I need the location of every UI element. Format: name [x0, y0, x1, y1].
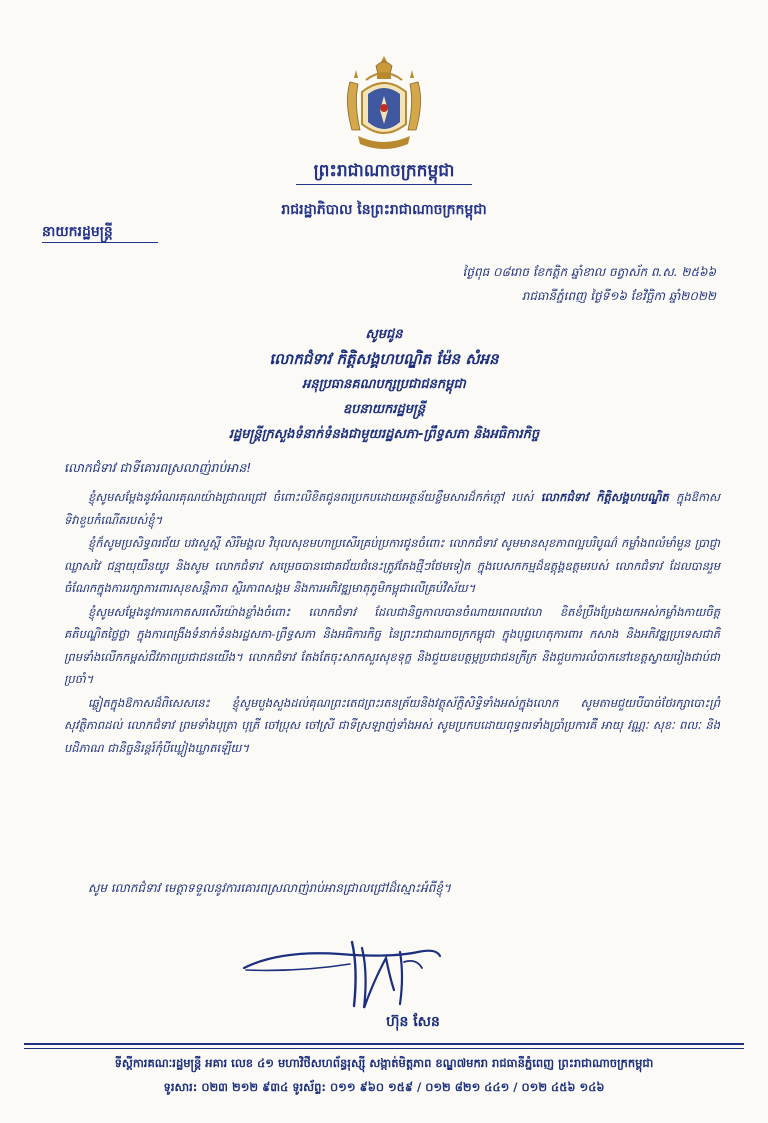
paragraph-2: ខ្ញុំក៏សូមប្រសិទ្ធពរជ័យ បវរសួស្តី សិរីមង្គល វិបុលសុខមហាប្រសើរគ្រប់ប្រការជូនចំពោះ លោកជំទាវ សូមមានសុខភាពល្អបរិបូណ៌ កម្លាំងពលំមាំមួន ប្រាជ្ញាឈ្លាសវៃ ជន្មាយុយឺនយូរ និងសូម លោកជំទាវ សម្រេចបានជោគជ័យជំនេះត្រូវតែងថ្មីៗថែមទៀត ក្នុងបេសកកម្មដ៏ឧត្តុង្គឧត្តមរបស់ លោកជំទាវ ដែលបានរួមចំណែកក្នុងការរក្សាការពារសុខសន្តិភាព ស្ថិរភាពសង្គម និងការអភិវឌ្ឍមាតុភូមិកម្ពុជាលើគ្រប់វិស័យ។	[64, 536, 720, 595]
footer-contacts: ទូរសារ: ០២៣ ២១២ ៩៣៤ ទូរស័ព្ទ: ០១១ ៩៦០ ១៥៩ / ០១២ ៨២១ ៤៤១ / ០១២ ៤៥៦ ១៤៦	[163, 1080, 605, 1094]
paragraph-1-text: ខ្ញុំសូមសម្ដែងនូវអំណរគុណយ៉ាងជ្រាលជ្រៅ ចំពោះលិខិតជូនពរប្រកបដោយអត្ថន័យខ្លឹមសារដ៏កក់ក្ដៅ របស់	[88, 490, 541, 504]
footer-divider	[24, 1043, 744, 1049]
paragraph-1-text-end: ក្នុងឱកាសទិវាខួបកំណើតរបស់ខ្ញុំ។	[64, 490, 720, 527]
lunar-date: ថ្ងៃពុធ ០៨រោច ខែកត្តិក ឆ្នាំខាល ចត្វាស័ក ព.ស. ២៥៦៦	[462, 265, 716, 279]
royal-coat-of-arms-emblem	[332, 52, 436, 156]
solar-date: រាជធានីភ្នំពេញ ថ្ងៃទី១៦ ខែវិច្ឆិកា ឆ្នាំ២០២២	[521, 289, 716, 303]
footer-address: ទីស្ដីការគណៈរដ្ឋមន្ដ្រី អគារ លេខ ៤១ មហាវិថីសហព័ន្ធរុស្ស៊ី សង្កាត់មិត្តភាព ខណ្ឌ៧មករា រាជធានីភ្នំពេញ ព្រះរាជាណាចក្រកម្ពុជា	[114, 1056, 654, 1070]
kingdom-heading: ព្រះរាជាណាចក្រកម្ពុជា	[313, 161, 455, 181]
paragraph-4: ឆ្លៀតក្នុងឱកាសដ៏ពិសេសនេះ ខ្ញុំសូមបួងសួងដល់គុណព្រះតេជព្រះរតនត្រ័យនិងវត្ថុស័ក្តិសិទ្ធិទាំងអស់ក្នុងលោក សូមតាមជួយបីបាច់ថែរក្សាបោះព្រំសុវត្ថិភាពដល់ លោកជំទាវ ព្រមទាំងបុត្រា បុត្រី ចៅប្រុស ចៅស្រី ជាទីស្រឡាញ់ទាំងអស់ សូមប្រកបដោយពុទ្ធពរទាំងប្រាំប្រការគឺ អាយុ វណ្ណៈ សុខៈ ពលៈ និង បដិភាណ ជានិច្ចនិរន្តរ៍កុំបីឃ្លៀងឃ្លាតឡើយ។	[64, 695, 720, 755]
signatory-name: ហ៊ុន សែន	[386, 1014, 440, 1030]
recipient-title-minister: រដ្ឋមន្ត្រីក្រសួងទំនាក់ទំនងជាមួយរដ្ឋសភា-ព្រឹទ្ធសភា និងអធិការកិច្ច	[228, 427, 540, 442]
office-label: នាយករដ្ឋមន្ត្រី	[42, 224, 113, 240]
recipient-title-deputy-pm: ឧបនាយករដ្ឋមន្ត្រី	[342, 402, 426, 417]
heading-underline	[296, 184, 472, 185]
recipient-address-block	[0, 322, 768, 447]
paragraph-3: ខ្ញុំសូមសម្ដែងនូវការកោតសរសើរយ៉ាងខ្លាំងចំពោះ លោកជំទាវ ដែលជានិច្ចកាលបានចំណាយពេលវេលា ខិតខំប្រឹងប្រែងយកអស់កម្លាំងកាយចិត្ត គតិបណ្ឌិតថ្លៃថ្លា ក្នុងការពង្រឹងទំនាក់ទំនងរដ្ឋសភា-ព្រឹទ្ធសភា និងអធិការកិច្ច នៃព្រះរាជាណាចក្រកម្ពុជា ក្នុងបុព្វហេតុការពារ កសាង និងអភិវឌ្ឍប្រទេសជាតិ ព្រមទាំងលើកកម្ពស់ជីវភាពប្រជាជនយើង។ លោកជំទាវ តែងតែចុះសាកសួរសុខទុក្ខ និងជួយឧបត្ថម្ភប្រជាជនក្រីក្រ និងជួបការលំបាកនៅខេត្តស្វាយរៀងជាប់ជាប្រចាំ។	[64, 604, 720, 686]
closing-line: សូម លោកជំទាវ មេត្តាទទួលនូវការគោរពស្រលាញ់រាប់អានជ្រាលជ្រៅដ៏ស្មោះអំពីខ្ញុំ។	[88, 881, 451, 895]
letter-body	[64, 486, 720, 760]
address-to: សូមជូន	[365, 327, 403, 342]
recipient-title-party: អនុប្រធានគណបក្សប្រជាជនកម្ពុជា	[302, 377, 466, 392]
office-underline	[42, 242, 158, 243]
salutation: លោកជំទាវ ជាទីគោរពស្រលាញ់រាប់អាន!	[64, 460, 252, 475]
paragraph-1-honorific: លោកជំទាវ កិត្តិសង្គហបណ្ឌិត	[540, 490, 669, 504]
recipient-name: លោកជំទាវ កិត្តិសង្គហបណ្ឌិត ម៉ែន សំអន	[269, 350, 499, 368]
paragraph-1	[64, 486, 720, 531]
government-heading: រាជរដ្ឋាភិបាល នៃព្រះរាជាណាចក្រកម្ពុជា	[281, 202, 487, 218]
handwritten-signature	[240, 928, 480, 1018]
